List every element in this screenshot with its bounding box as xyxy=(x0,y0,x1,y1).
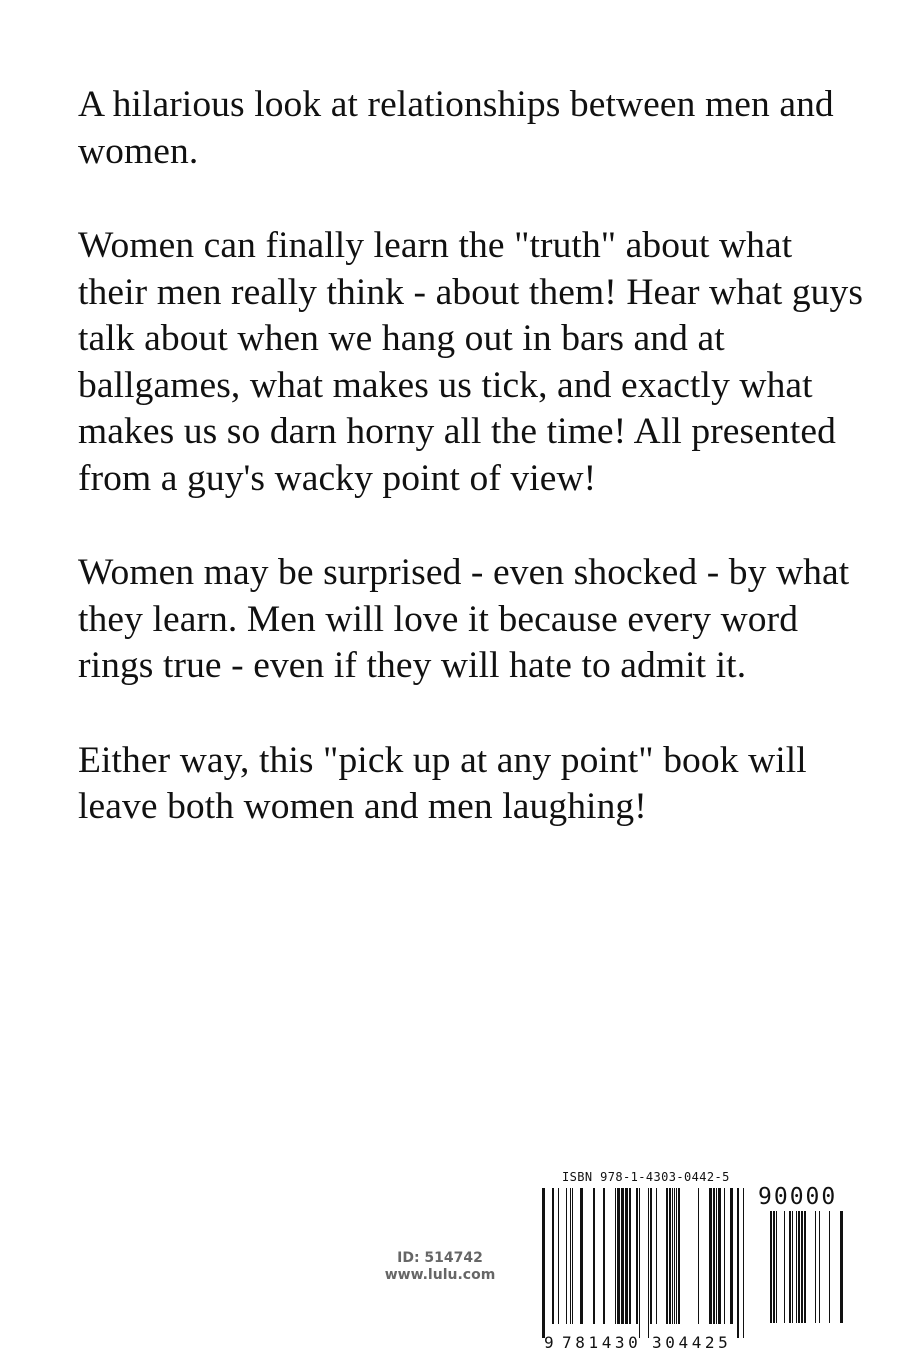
barcode-bar xyxy=(698,1188,699,1324)
barcode-bar xyxy=(558,1188,559,1324)
barcode-bar xyxy=(629,1188,631,1324)
barcode-bar xyxy=(716,1188,717,1324)
blurb-paragraph-2: Women can finally learn the "truth" about what their men really think - about them! Hear what guys talk about when we hang out in bars and at ballgames, what makes us tick, and exactly what makes us so darn horny all the time! All presented from a guy's wacky point of view! xyxy=(78,225,864,499)
ean-first-digit: 9 xyxy=(544,1333,554,1352)
barcode-bar xyxy=(669,1188,671,1324)
barcode-bar xyxy=(770,1211,772,1323)
back-cover-blurb xyxy=(78,82,868,879)
barcode-bar xyxy=(796,1211,797,1323)
barcode-bar xyxy=(580,1188,583,1324)
barcode-bar xyxy=(648,1188,649,1338)
barcode-bar xyxy=(840,1211,843,1323)
publisher-website: www.lulu.com xyxy=(384,1267,496,1283)
barcode-bar xyxy=(724,1188,725,1324)
barcode-bar xyxy=(542,1188,545,1338)
barcode-bar xyxy=(776,1211,777,1323)
barcode-bar xyxy=(737,1188,739,1338)
barcode-bar xyxy=(789,1211,791,1323)
price-code-label: 90000 xyxy=(758,1184,838,1210)
barcode-bar xyxy=(829,1211,830,1323)
publisher-id-block xyxy=(360,1250,520,1284)
barcode-bar xyxy=(617,1188,620,1324)
barcode-bar xyxy=(801,1211,803,1323)
barcode-bar xyxy=(819,1211,820,1323)
barcode-bar xyxy=(666,1188,668,1324)
barcode-bar xyxy=(730,1188,733,1324)
blurb-paragraph-1: A hilarious look at relationships between men and women. xyxy=(78,84,834,172)
barcode-bar xyxy=(552,1188,554,1324)
isbn-label: ISBN 978-1-4303-0442-5 xyxy=(562,1170,730,1184)
barcode-bar xyxy=(672,1188,673,1324)
barcode-bar xyxy=(798,1211,800,1323)
barcode-bar xyxy=(593,1188,595,1324)
barcode-bar xyxy=(815,1211,816,1323)
barcode-bar xyxy=(650,1188,652,1324)
barcode-bar xyxy=(792,1211,793,1323)
barcode-bar xyxy=(773,1211,775,1323)
barcode-bar xyxy=(709,1188,712,1324)
barcode-bar xyxy=(621,1188,624,1324)
barcode-bar xyxy=(636,1188,638,1324)
blurb-paragraph-3: Women may be surprised - even shocked - by what they learn. Men will love it because every word rings true - even if they will hate to admit it. xyxy=(78,552,850,686)
barcode-bar xyxy=(678,1188,680,1324)
barcode-bar xyxy=(743,1188,744,1338)
ean13-barcode-bars xyxy=(540,1188,746,1338)
ean-right-group: 304425 xyxy=(652,1333,732,1352)
barcode-bar xyxy=(625,1188,628,1324)
barcode-bar xyxy=(804,1211,806,1323)
barcode-bar xyxy=(656,1188,657,1324)
barcode-bar xyxy=(784,1211,785,1323)
publisher-id: ID: 514742 xyxy=(397,1250,483,1266)
barcode-bar xyxy=(639,1188,640,1338)
ean-left-group: 781430 xyxy=(562,1333,642,1352)
barcode-bar xyxy=(603,1188,605,1324)
blurb-paragraph-4: Either way, this "pick up at any point" book will leave both women and men laughing! xyxy=(78,739,807,827)
price-addon-barcode-bars xyxy=(758,1211,846,1337)
isbn-barcode xyxy=(540,1170,845,1360)
barcode-bar xyxy=(615,1188,616,1324)
barcode-bar xyxy=(718,1188,721,1324)
barcode-bar xyxy=(713,1188,715,1324)
barcode-bar xyxy=(570,1188,571,1324)
barcode-bar xyxy=(572,1188,573,1324)
barcode-bar xyxy=(566,1188,567,1324)
barcode-bar xyxy=(676,1188,677,1324)
barcode-bar xyxy=(674,1188,675,1324)
